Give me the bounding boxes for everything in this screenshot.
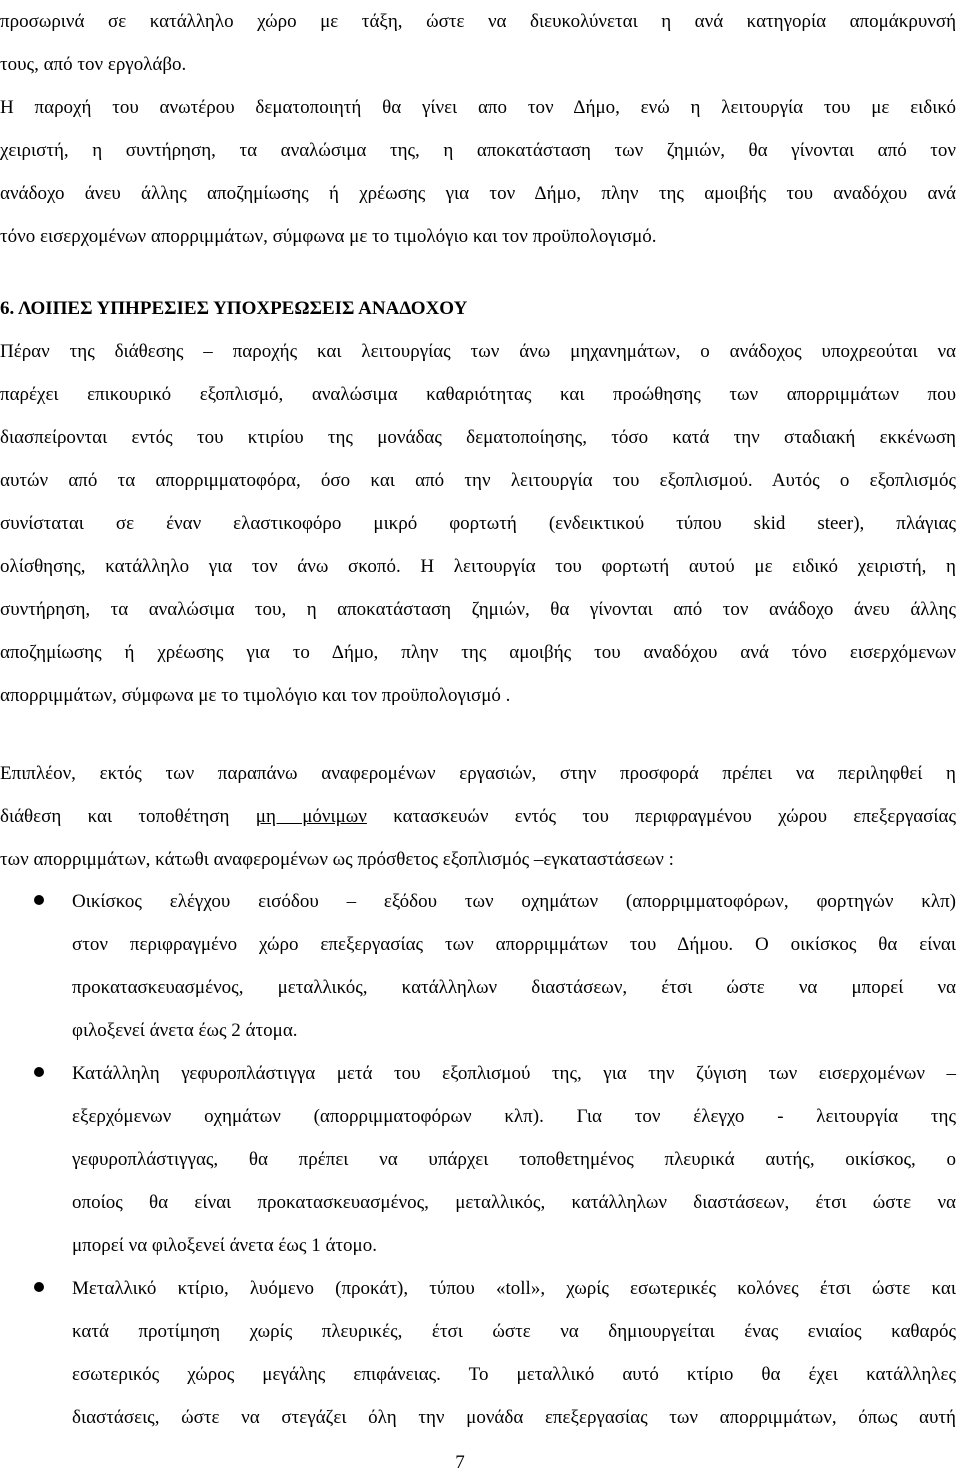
text-line: προσωρινά σε κατάλληλο χώρο με τάξη, ώστε να διευκολύνεται η ανά κατηγορία απομάκρυνσή — [0, 11, 956, 32]
text-line: γεφυροπλάστιγγας, θα πρέπει να υπάρχει τοποθετημένος πλευρικά αυτής, οικίσκος, ο — [72, 1149, 956, 1170]
underlined-text: μη μόνιμων — [255, 806, 367, 827]
bullet-icon — [34, 1067, 44, 1077]
text-line: συνίσταται σε έναν ελαστικοφόρο μικρό φορτωτή (ενδεικτικού τύπου skid steer), πλάγιας — [0, 513, 956, 534]
text-line: αυτών από τα απορριμματοφόρα, όσο και από την λειτουργία του εξοπλισμού. Αυτός ο εξοπλισμός — [0, 470, 956, 491]
text-line: διασπείρονται εντός του κτιρίου της μονάδας δεματοποίησης, τόσο κατά την σταδιακή εκκένωση — [0, 427, 956, 448]
text-line: χειριστή, η συντήρηση, τα αναλώσιμα της, η αποκατάσταση των ζημιών, θα γίνονται από τον — [0, 140, 956, 161]
page-number: 7 — [455, 1452, 465, 1473]
text-line: ανάδοχο άνευ άλλης αποζημίωσης ή χρέωσης για τον Δήμο, πλην της αμοιβής του αναδόχου ανά — [0, 183, 956, 204]
text-line: τόνο εισερχομένων απορριμμάτων, σύμφωνα με το τιμολόγιο και τον προϋπολογισμό. — [0, 226, 657, 247]
text-line: οποίος θα είναι προκατασκευασμένος, μεταλλικός, κατάλληλων διαστάσεων, έτσι ώστε να — [72, 1192, 956, 1213]
section-paragraph — [0, 330, 956, 717]
text-line: εξερχόμενων οχημάτων (απορριμματοφόρων κλπ). Για τον έλεγχο - λειτουργία της — [72, 1106, 956, 1127]
text-line: αποζημίωσης ή χρέωσης για το Δήμο, πλην της αμοιβής του αναδόχου ανά τόνο εισερχόμενων — [0, 642, 956, 663]
bullet-list — [0, 880, 960, 1439]
text-line: κατά προτίμηση χωρίς πλευρικές, έτσι ώστε να δημιουργείται ένας ενιαίος καθαρός — [72, 1321, 956, 1342]
text-fragment: κατασκευών εντός του περιφραγμένου χώρου επεξεργασίας — [366, 806, 957, 827]
text-line: Επιπλέον, εκτός των παραπάνω αναφερομένων εργασιών, στην προσφορά πρέπει να περιληφθεί η — [0, 763, 956, 784]
text-line: Οικίσκος ελέγχου εισόδου – εξόδου των οχημάτων (απορριμματοφόρων, φορτηγών κλπ) — [72, 891, 956, 912]
text-line: φιλοξενεί άνετα έως 2 άτομα. — [72, 1020, 298, 1041]
text-line: προκατασκευασμένος, μεταλλικός, κατάλληλων διαστάσεων, έτσι ώστε να μπορεί να — [72, 977, 956, 998]
text-line: μπορεί να φιλοξενεί άνετα έως 1 άτομο. — [72, 1235, 377, 1256]
text-line — [0, 795, 956, 838]
bullet-icon — [34, 1282, 44, 1292]
text-line: διαστάσεις, ώστε να στεγάζει όλη την μονάδα επεξεργασίας των απορριμμάτων, όπως αυτή — [72, 1407, 956, 1428]
text-line: συντήρηση, τα αναλώσιμα του, η αποκατάσταση ζημιών, θα γίνονται από τον ανάδοχο άνευ άλλης — [0, 599, 956, 620]
bullet-icon — [34, 895, 44, 905]
text-line: Η παροχή του ανωτέρου δεματοποιητή θα γίνει απο τον Δήμο, ενώ η λειτουργία του με ειδικό — [0, 97, 956, 118]
intro-paragraph — [0, 0, 956, 258]
text-line: ολίσθησης, κατάλληλο για τον άνω σκοπό. Η λειτουργία του φορτωτή αυτού με ειδικό χειριστή, η — [0, 556, 956, 577]
text-line: Κατάλληλη γεφυροπλάστιγγα μετά του εξοπλισμού της, για την ζύγιση των εισερχομένων – — [72, 1063, 956, 1084]
text-line: απορριμμάτων, σύμφωνα με το τιμολόγιο και τον προϋπολογισμό . — [0, 685, 511, 706]
text-line: των απορριμμάτων, κάτωθι αναφερομένων ως πρόσθετος εξοπλισμός –εγκαταστάσεων : — [0, 849, 674, 870]
text-line: παρέχει επικουρικό εξοπλισμό, αναλώσιμα καθαριότητας και προώθησης των απορριμμάτων που — [0, 384, 956, 405]
text-line: στον περιφραγμένο χώρο επεξεργασίας των απορριμμάτων του Δήμου. Ο οικίσκος θα είναι — [72, 934, 956, 955]
list-item — [0, 1267, 956, 1439]
list-item — [0, 1052, 956, 1267]
text-line: Πέραν της διάθεσης – παροχής και λειτουργίας των άνω μηχανημάτων, ο ανάδοχος υποχρεούται να — [0, 341, 956, 362]
text-line: Μεταλλικό κτίριο, λυόμενο (προκάτ), τύπου «toll», χωρίς εσωτερικές κολόνες έτσι ώστε και — [72, 1278, 956, 1299]
text-fragment: διάθεση και τοποθέτηση — [0, 806, 256, 827]
section-heading: 6. ΛΟΙΠΕΣ ΥΠΗΡΕΣΙΕΣ ΥΠΟΧΡΕΩΣΕΙΣ ΑΝΑΔΟΧΟΥ — [0, 298, 468, 319]
text-line: εσωτερικός χώρος μεγάλης επιφάνειας. Το μεταλλικό αυτό κτίριο θα έχει κατάλληλες — [72, 1364, 956, 1385]
list-item — [0, 880, 956, 1052]
text-line: τους, από τον εργολάβο. — [0, 54, 187, 75]
additional-paragraph — [0, 752, 956, 881]
